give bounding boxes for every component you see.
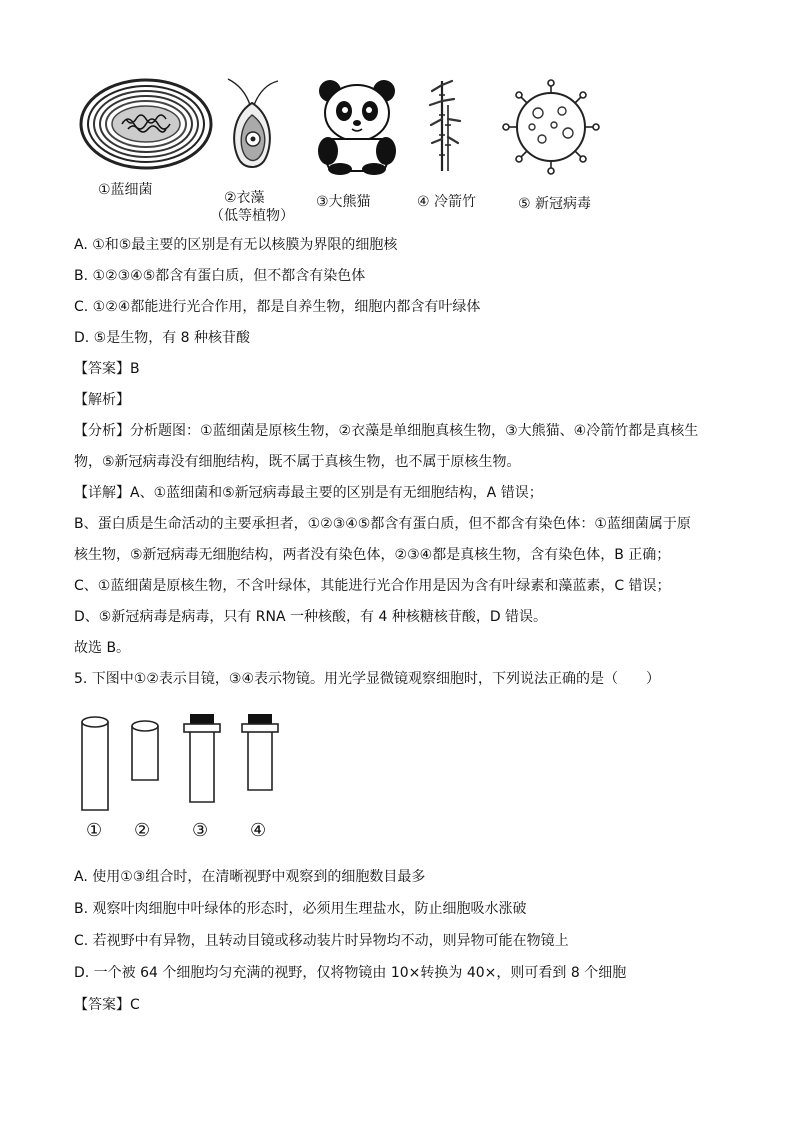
lens-label: ③ <box>192 820 209 841</box>
q4-option-c: C. ①②④都能进行光合作用，都是自养生物，细胞内都含有叶绿体 <box>74 299 481 315</box>
caption-chlamydomonas: ②衣藻 <box>224 190 265 206</box>
q4-option-a: A. ①和⑤最主要的区别是有无以核膜为界限的细胞核 <box>74 237 398 253</box>
objective-3-illustration <box>182 712 222 806</box>
chlamydomonas-illustration <box>222 75 282 175</box>
q4-analysis-line: B、蛋白质是生命活动的主要承担者，①②③④⑤都含有蛋白质，但不都含有染色体：①蓝细菌属于原 <box>74 516 691 532</box>
q4-analysis-line: C、①蓝细菌是原核生物，不含叶绿体，其能进行光合作用是因为含有叶绿素和藻蓝素，C 错误； <box>74 578 671 594</box>
q4-analysis-line: 故选 B。 <box>74 640 131 656</box>
lens-label: ② <box>134 820 151 841</box>
q5-option-c: C. 若视野中有异物，且转动目镜或移动装片时异物均不动，则异物可能在物镜上 <box>74 933 569 949</box>
coronavirus-illustration <box>498 77 604 175</box>
q5-option-d: D. 一个被 64 个细胞均匀充满的视野，仅将物镜由 10×转换为 40×，则可看到 8 个细胞 <box>74 965 627 981</box>
q4-option-d: D. ⑤是生物，有 8 种核苷酸 <box>74 330 251 346</box>
q4-analysis-tag: 【解析】 <box>74 392 130 408</box>
caption-chlamydomonas-note: （低等植物） <box>210 208 294 224</box>
q4-option-b: B. ①②③④⑤都含有蛋白质，但不都含有染色体 <box>74 268 366 284</box>
organism-figure-row <box>74 75 634 225</box>
q4-analysis-line: 核生物，⑤新冠病毒无细胞结构，两者没有染色体，②③④都是真核生物，含有染色体，B 正确； <box>74 547 671 563</box>
objective-4-illustration <box>240 712 280 794</box>
q4-analysis-line: 物，⑤新冠病毒没有细胞结构，既不属于真核生物，也不属于原核生物。 <box>74 454 521 470</box>
q5-option-b: B. 观察叶肉细胞中叶绿体的形态时，必须用生理盐水，防止细胞吸水涨破 <box>74 901 527 917</box>
q4-analysis-line: 【分析】分析题图：①蓝细菌是原核生物，②衣藻是单细胞真核生物，③大熊猫、④冷箭竹都是真核生 <box>74 423 699 439</box>
bamboo-illustration <box>426 75 462 175</box>
q5-stem: 5. 下图中①②表示目镜，③④表示物镜。用光学显微镜观察细胞时，下列说法正确的是（ ） <box>74 671 661 687</box>
caption-panda: ③大熊猫 <box>316 194 371 210</box>
q4-answer: 【答案】B <box>74 361 140 377</box>
lens-label: ④ <box>250 820 267 841</box>
q5-answer: 【答案】C <box>74 997 140 1013</box>
lens-figure <box>74 708 294 848</box>
cyanobacteria-illustration <box>78 77 214 171</box>
eyepiece-1-illustration <box>80 714 110 814</box>
q4-analysis-line: 【详解】A、①蓝细菌和⑤新冠病毒最主要的区别是有无细胞结构，A 错误； <box>74 485 543 501</box>
lens-label: ① <box>86 820 103 841</box>
caption-cyanobacteria: ①蓝细菌 <box>98 182 153 198</box>
caption-coronavirus: ⑤ 新冠病毒 <box>518 196 592 212</box>
q4-analysis-line: D、⑤新冠病毒是病毒，只有 RNA 一种核酸，有 4 种核糖核苷酸，D 错误。 <box>74 609 548 625</box>
caption-bamboo: ④ 冷箭竹 <box>417 194 477 210</box>
panda-illustration <box>316 77 398 175</box>
eyepiece-2-illustration <box>130 718 160 784</box>
q5-option-a: A. 使用①③组合时，在清晰视野中观察到的细胞数目最多 <box>74 869 426 885</box>
